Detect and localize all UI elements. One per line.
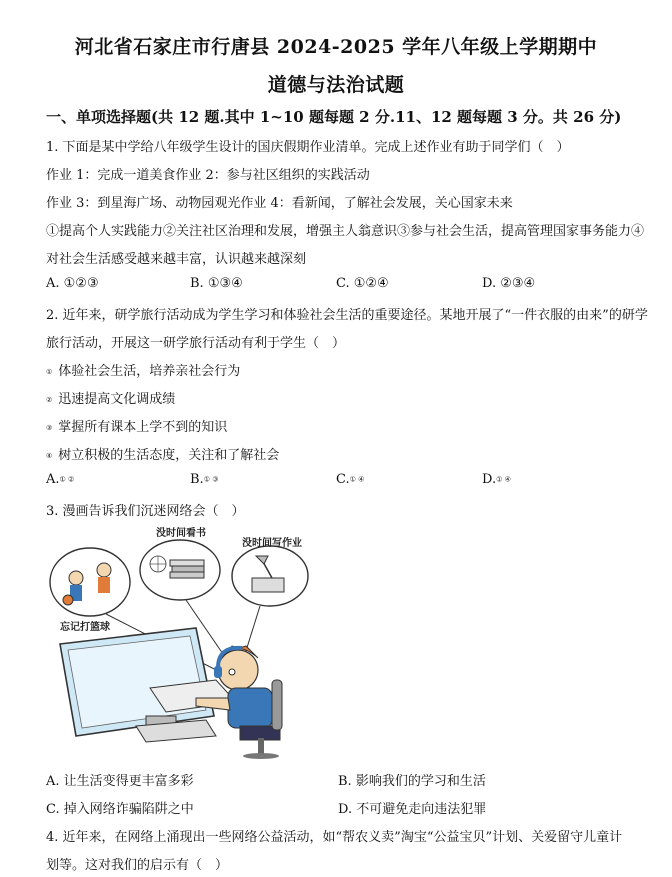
- q3-option-d: D. 不可避免走向违法犯罪: [338, 802, 487, 817]
- q2-item-4: ④ 树立积极的生活态度，关注和了解社会: [46, 448, 280, 463]
- cartoon-internet-addiction: [46, 520, 326, 760]
- q2-stem-2: 旅行活动，开展这一研学旅行活动有利于学生（ ）: [46, 336, 346, 351]
- q3-option-b: B. 影响我们的学习和生活: [338, 774, 486, 789]
- exam-title: 河北省石家庄市行唐县 2024-2025 学年八年级上学期期中: [74, 36, 598, 58]
- q3-stem: 3. 漫画告诉我们沉迷网络会（ ）: [46, 504, 245, 519]
- q4-stem-2: 划等。这对我们的启示有（ ）: [46, 858, 229, 873]
- q4-stem-1: 4. 近年来，在网络上涌现出一些网络公益活动，如“帮农义卖”淘宝“公益宝贝”计划、关爱留守儿童计: [46, 830, 623, 845]
- q2-option-d: D.① ④: [482, 472, 511, 487]
- caption-basketball: 忘记打篮球: [60, 622, 110, 633]
- q2-item-3: ③ 掌握所有课本上学不到的知识: [46, 420, 228, 435]
- caption-homework: 没时间写作业: [242, 538, 302, 549]
- q1-line-4: 对社会生活感受越来越丰富，认识越来越深刻: [46, 252, 307, 267]
- q2-option-b: B.① ③: [190, 472, 219, 487]
- q2-option-a: A.① ②: [46, 472, 75, 487]
- q2-option-c: C.① ④: [336, 472, 365, 487]
- q1-line-3: ①提高个人实践能力②关注社区治理和发展，增强主人翁意识③参与社会生活，提高管理国家事务能力④: [46, 224, 645, 239]
- books-bubble: [140, 540, 220, 600]
- q2-item-2: ② 迅速提高文化调成绩: [46, 392, 176, 407]
- q3-option-a: A. 让生活变得更丰富多彩: [46, 774, 194, 789]
- q1-line-1: 作业 1：完成一道美食作业 2：参与社区组织的实践活动: [46, 168, 370, 183]
- q2-item-1: ① 体验社会生活，培养亲社会行为: [46, 364, 241, 379]
- caption-book: 没时间看书: [156, 528, 206, 539]
- section-heading: 一、单项选择题(共 12 题.其中 1~10 题每题 2 分.11、12 题每题 3 分。共 26 分): [46, 108, 622, 126]
- q1-line-2: 作业 3：到星海广场、动物园观光作业 4：看新闻，了解社会发展，关心国家未来: [46, 196, 513, 211]
- q1-option-b: B. ①③④: [190, 276, 243, 291]
- q1-stem: 1. 下面是某中学给八年级学生设计的国庆假期作业清单。完成上述作业有助于同学们（ ）: [46, 140, 570, 155]
- basketball-bubble: [50, 548, 130, 616]
- q1-option-d: D. ②③④: [482, 276, 536, 291]
- q3-option-c: C. 掉入网络诈骗陷阱之中: [46, 802, 194, 817]
- exam-subtitle: 道德与法治试题: [267, 74, 405, 96]
- q1-option-a: A. ①②③: [46, 276, 99, 291]
- homework-bubble: [232, 546, 308, 606]
- q1-option-c: C. ①②④: [336, 276, 389, 291]
- q2-stem-1: 2. 近年来，研学旅行活动成为学生学习和体验社会生活的重要途径。某地开展了“一件衣服的由来”的研学: [46, 308, 648, 323]
- boy-at-computer: [196, 646, 282, 759]
